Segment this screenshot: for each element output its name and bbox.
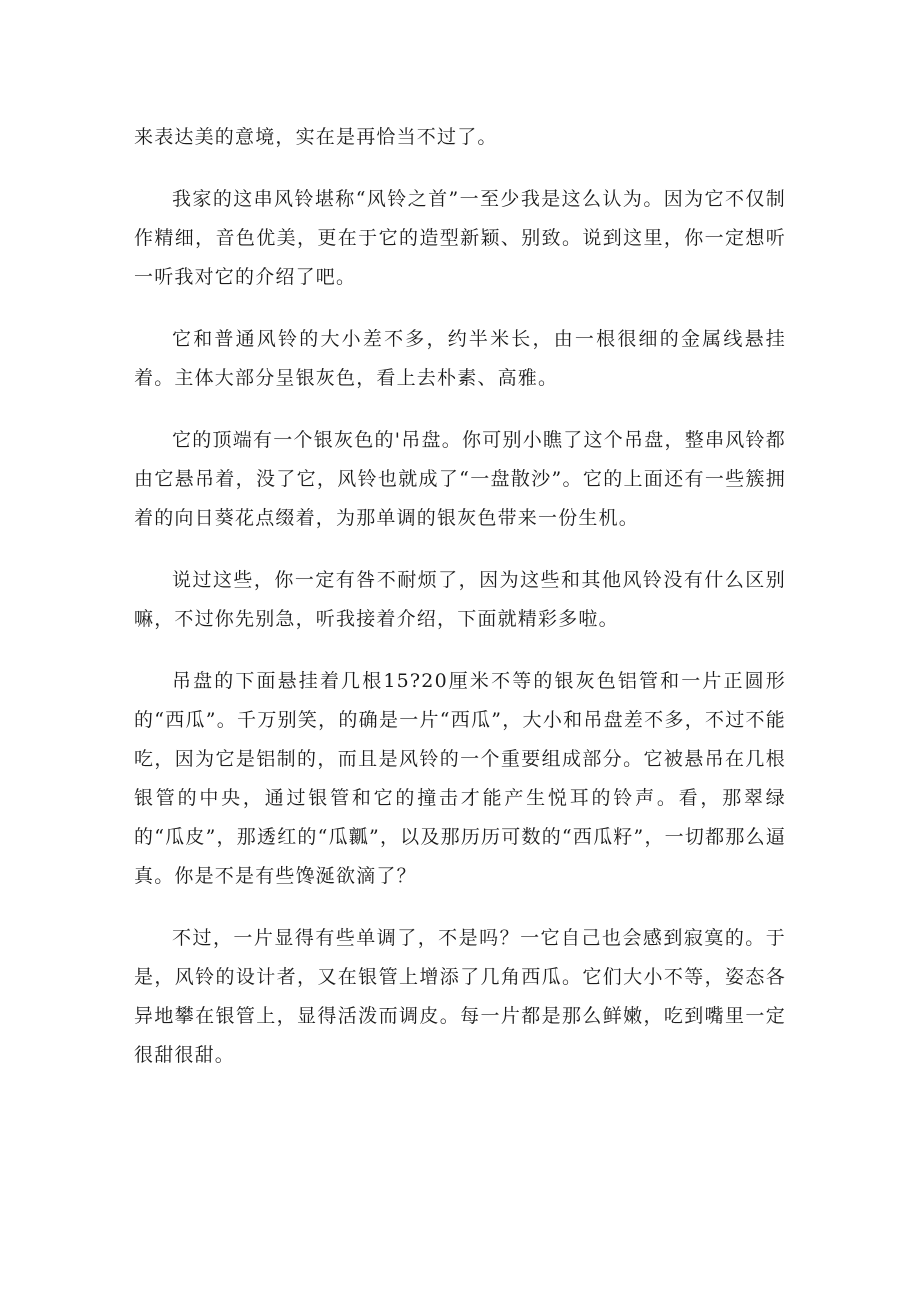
paragraph-transition: 说过这些，你一定有咎不耐烦了，因为这些和其他风铃没有什么区别嘛，不过你先别急，听我接着介绍，下面就精彩多啦。 [134, 569, 786, 630]
paragraph-continuation: 来表达美的意境，实在是再恰当不过了。 [134, 126, 498, 148]
paragraph-size-description: 它和普通风铃的大小差不多，约半米长，由一根很细的金属线悬挂着。主体大部分呈银灰色，看上去朴素、高雅。 [134, 328, 786, 389]
paragraph-watermelon-slice: 吊盘的下面悬挂着几根15?20厘米不等的银灰色铝管和一片正圆形的“西瓜”。千万别笑，的确是一片“西瓜”，大小和吊盘差不多，不过不能吃，因为它是铝制的，而且是风铃的一个重要组成部分。它被悬吊在几根银管的中央，通过银管和它的撞击才能产生悦耳的铃声。看，那翠绿的“瓜皮”，那透红的“瓜瓤”，以及那历历可数的“西瓜籽”，一切都那么逼真。你是不是有些馋涎欲滴了？ [134, 670, 786, 887]
paragraph-hanging-plate: 它的顶端有一个银灰色的'吊盘。你可别小瞧了这个吊盘，整串风铃都由它悬吊着，没了它，风铃也就成了“一盘散沙”。它的上面还有一些簇拥着的向日葵花点缀着，为那单调的银灰色带来一份生机。 [134, 429, 786, 529]
document-body [134, 118, 786, 1098]
paragraph-watermelon-wedges: 不过，一片显得有些单调了，不是吗？一它自己也会感到寂寞的。于是，风铃的设计者，又在银管上增添了几角西瓜。它们大小不等，姿态各异地攀在银管上，显得活泼而调皮。每一片都是那么鲜嫩，吃到嘴里一定很甜很甜。 [134, 927, 786, 1066]
paragraph-wind-chime-intro: 我家的这串风铃堪称“风铃之首”一至少我是这么认为。因为它不仅制作精细，音色优美，更在于它的造型新颖、别致。说到这里，你一定想听一听我对它的介绍了吧。 [134, 188, 786, 288]
